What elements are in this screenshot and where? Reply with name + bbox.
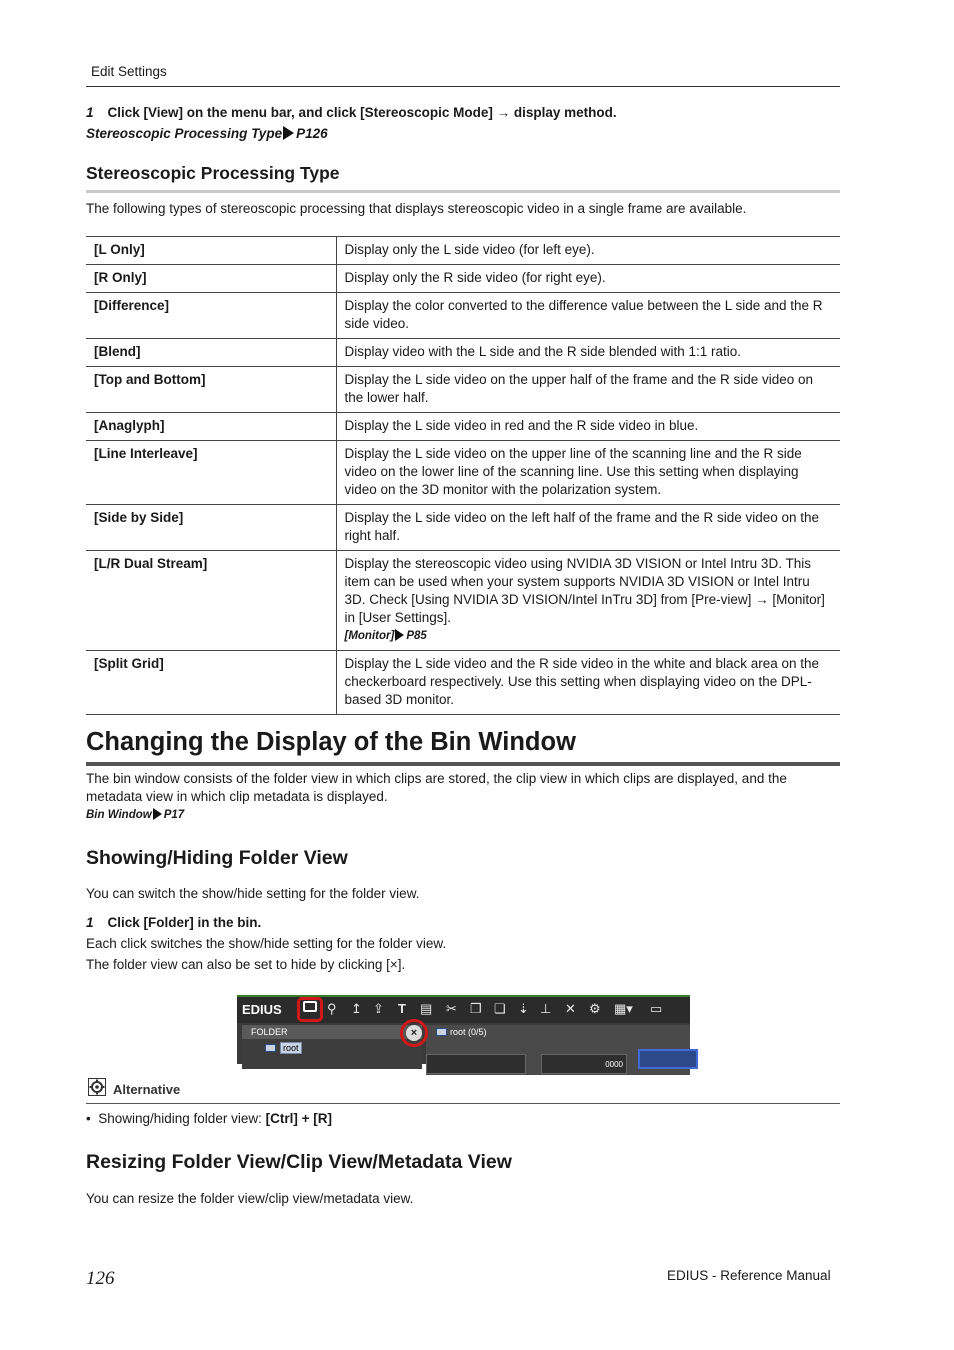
cross-reference-monitor[interactable] <box>345 627 833 645</box>
bin-window-screenshot <box>237 995 690 1069</box>
arrow-right-icon <box>283 126 294 140</box>
search-icon[interactable]: ⚲ <box>327 1001 337 1016</box>
folder-tree-item-root[interactable]: root <box>280 1042 302 1054</box>
folder-icon <box>436 1028 447 1036</box>
table-desc: Display the L side video on the upper line of the scanning line and the R side video on the lower line of the scanning line. Use this setting when displaying video on the 3D monitor with the polarization system. <box>336 441 840 505</box>
timeline-insert-icon[interactable]: ⇣ <box>518 1001 529 1016</box>
table-row <box>86 293 840 339</box>
clip-thumbnail[interactable] <box>426 1054 526 1074</box>
section-heading-folder: Showing/Hiding Folder View <box>86 847 348 869</box>
ref-page: P126 <box>296 126 328 141</box>
table-desc: Display the stereoscopic video using NVIDIA 3D VISION or Intel Intru 3D. This item can be used when your system supports NVIDIA 3D VISION or Intel Intru 3D. Check [Using NVIDIA 3D VISION/Intel InTru 3D] from [Pre-view] → [Monitor] in [User Settings]. <box>344 556 825 625</box>
close-folder-view-button[interactable]: × <box>406 1025 422 1041</box>
step-number: 1 <box>86 105 94 120</box>
step-text: Click [View] on the menu bar, and click [Stereoscopic Mode] → display method. <box>107 105 617 120</box>
edius-logo: EDIUS <box>242 1002 282 1017</box>
cross-reference-stereo[interactable] <box>86 126 328 141</box>
ref-label: Stereoscopic Processing Type <box>86 126 283 141</box>
table-key: [Top and Bottom] <box>86 367 336 413</box>
copy-icon[interactable]: ❐ <box>470 1001 482 1016</box>
table-desc: Display only the L side video (for left eye). <box>336 237 840 265</box>
ref-page: P17 <box>163 809 185 821</box>
table-key: [Split Grid] <box>86 651 336 715</box>
table-key: [Side by Side] <box>86 505 336 551</box>
table-desc: Display the L side video on the upper half of the frame and the R side video on the lower half. <box>336 367 840 413</box>
header-divider <box>86 86 840 87</box>
step-view-menu <box>86 105 617 120</box>
clip-thumbnail-selected[interactable] <box>638 1049 698 1069</box>
table-desc: Display only the R side video (for right eye). <box>336 265 840 293</box>
step-explanation-1: Each click switches the show/hide setting for the folder view. <box>86 936 447 951</box>
step-text: Click [Folder] in the bin. <box>107 915 262 930</box>
table-row <box>86 339 840 367</box>
title-icon[interactable]: T <box>398 1001 406 1016</box>
view-mode-icon[interactable]: ▦▾ <box>614 1001 633 1016</box>
table-desc: Display video with the L side and the R side blended with 1:1 ratio. <box>336 339 840 367</box>
table-desc: Display the color converted to the difference value between the L side and the R side video. <box>336 293 840 339</box>
running-header: Edit Settings <box>91 64 167 79</box>
cut-icon[interactable]: ✂ <box>446 1001 457 1016</box>
ref-page: P85 <box>406 630 427 642</box>
section-intro-stereo: The following types of stereoscopic processing that displays stereoscopic video in a single frame are available. <box>86 201 747 216</box>
ref-label: [Monitor] <box>344 630 395 642</box>
chapter-intro: The bin window consists of the folder view in which clips are stored, the clip view in which clips are displayed, and the metadata view in which clip metadata is displayed. <box>86 771 787 804</box>
table-row <box>86 237 840 265</box>
ref-label: Bin Window <box>86 809 152 821</box>
timecode-label: 0000 <box>605 1060 623 1069</box>
alternative-label: Alternative <box>113 1082 181 1097</box>
paste-icon[interactable]: ❏ <box>494 1001 506 1016</box>
table-row <box>86 413 840 441</box>
table-key: [R Only] <box>86 265 336 293</box>
table-row <box>86 505 840 551</box>
table-key: [Anaglyph] <box>86 413 336 441</box>
table-key: [L/R Dual Stream] <box>86 551 336 651</box>
table-desc: Display the L side video and the R side video in the white and black area on the checkerboard respectively. Use this setting when displaying video on the DPL-based 3D monitor. <box>336 651 840 715</box>
table-row <box>86 367 840 413</box>
up-folder-icon[interactable]: ↥ <box>351 1001 362 1016</box>
clip-view-path: root (0/5) <box>450 1027 487 1037</box>
add-clip-icon[interactable]: ⇪ <box>373 1001 384 1016</box>
folder-icon <box>265 1044 276 1052</box>
timeline-add-icon[interactable]: ⊥ <box>540 1001 552 1016</box>
arrow-right-icon <box>153 808 162 820</box>
table-desc-cell <box>336 551 840 651</box>
folder-button-highlight <box>297 997 323 1022</box>
section-divider <box>86 190 840 193</box>
table-row <box>86 551 840 651</box>
folder-view-header: FOLDER <box>242 1025 422 1039</box>
shortcut-text: Showing/hiding folder view: <box>98 1111 266 1126</box>
section-heading-stereo: Stereoscopic Processing Type <box>86 163 340 183</box>
step-click-folder <box>86 915 261 930</box>
table-row <box>86 651 840 715</box>
close-button-highlight <box>400 1019 428 1047</box>
section-intro-resize: You can resize the folder view/clip view/metadata view. <box>86 1191 414 1206</box>
section-heading-resize: Resizing Folder View/Clip View/Metadata View <box>86 1151 512 1173</box>
properties-icon[interactable]: ⚙ <box>589 1001 601 1016</box>
step-number: 1 <box>86 915 94 930</box>
table-row <box>86 441 840 505</box>
chapter-title: Changing the Display of the Bin Window <box>86 728 576 756</box>
color-bar-icon[interactable]: ▤ <box>420 1001 433 1016</box>
table-desc: Display the L side video on the left half of the frame and the R side video on the right half. <box>336 505 840 551</box>
bullet: • <box>86 1111 99 1126</box>
table-row <box>86 265 840 293</box>
arrow-right-icon <box>395 629 404 641</box>
delete-icon[interactable]: ✕ <box>565 1001 576 1016</box>
table-key: [Difference] <box>86 293 336 339</box>
stereo-type-table <box>86 236 840 715</box>
table-desc: Display the L side video in red and the R side video in blue. <box>336 413 840 441</box>
cross-reference-bin-window[interactable] <box>86 808 184 821</box>
section-intro-folder: You can switch the show/hide setting for the folder view. <box>86 886 420 901</box>
manual-title: EDIUS - Reference Manual <box>667 1268 831 1283</box>
window-icon[interactable]: ▭ <box>650 1001 663 1016</box>
alternative-gear-icon <box>88 1078 106 1096</box>
alternative-divider <box>86 1103 840 1104</box>
table-key: [Line Interleave] <box>86 441 336 505</box>
alternative-shortcut <box>86 1110 332 1128</box>
page-number: 126 <box>86 1268 115 1289</box>
clip-thumbnail[interactable] <box>541 1054 627 1074</box>
table-key: [L Only] <box>86 237 336 265</box>
shortcut-keys: [Ctrl] + [R] <box>265 1111 332 1126</box>
step-explanation-2: The folder view can also be set to hide by clicking [×]. <box>86 957 406 972</box>
chapter-divider <box>86 762 840 766</box>
table-key: [Blend] <box>86 339 336 367</box>
